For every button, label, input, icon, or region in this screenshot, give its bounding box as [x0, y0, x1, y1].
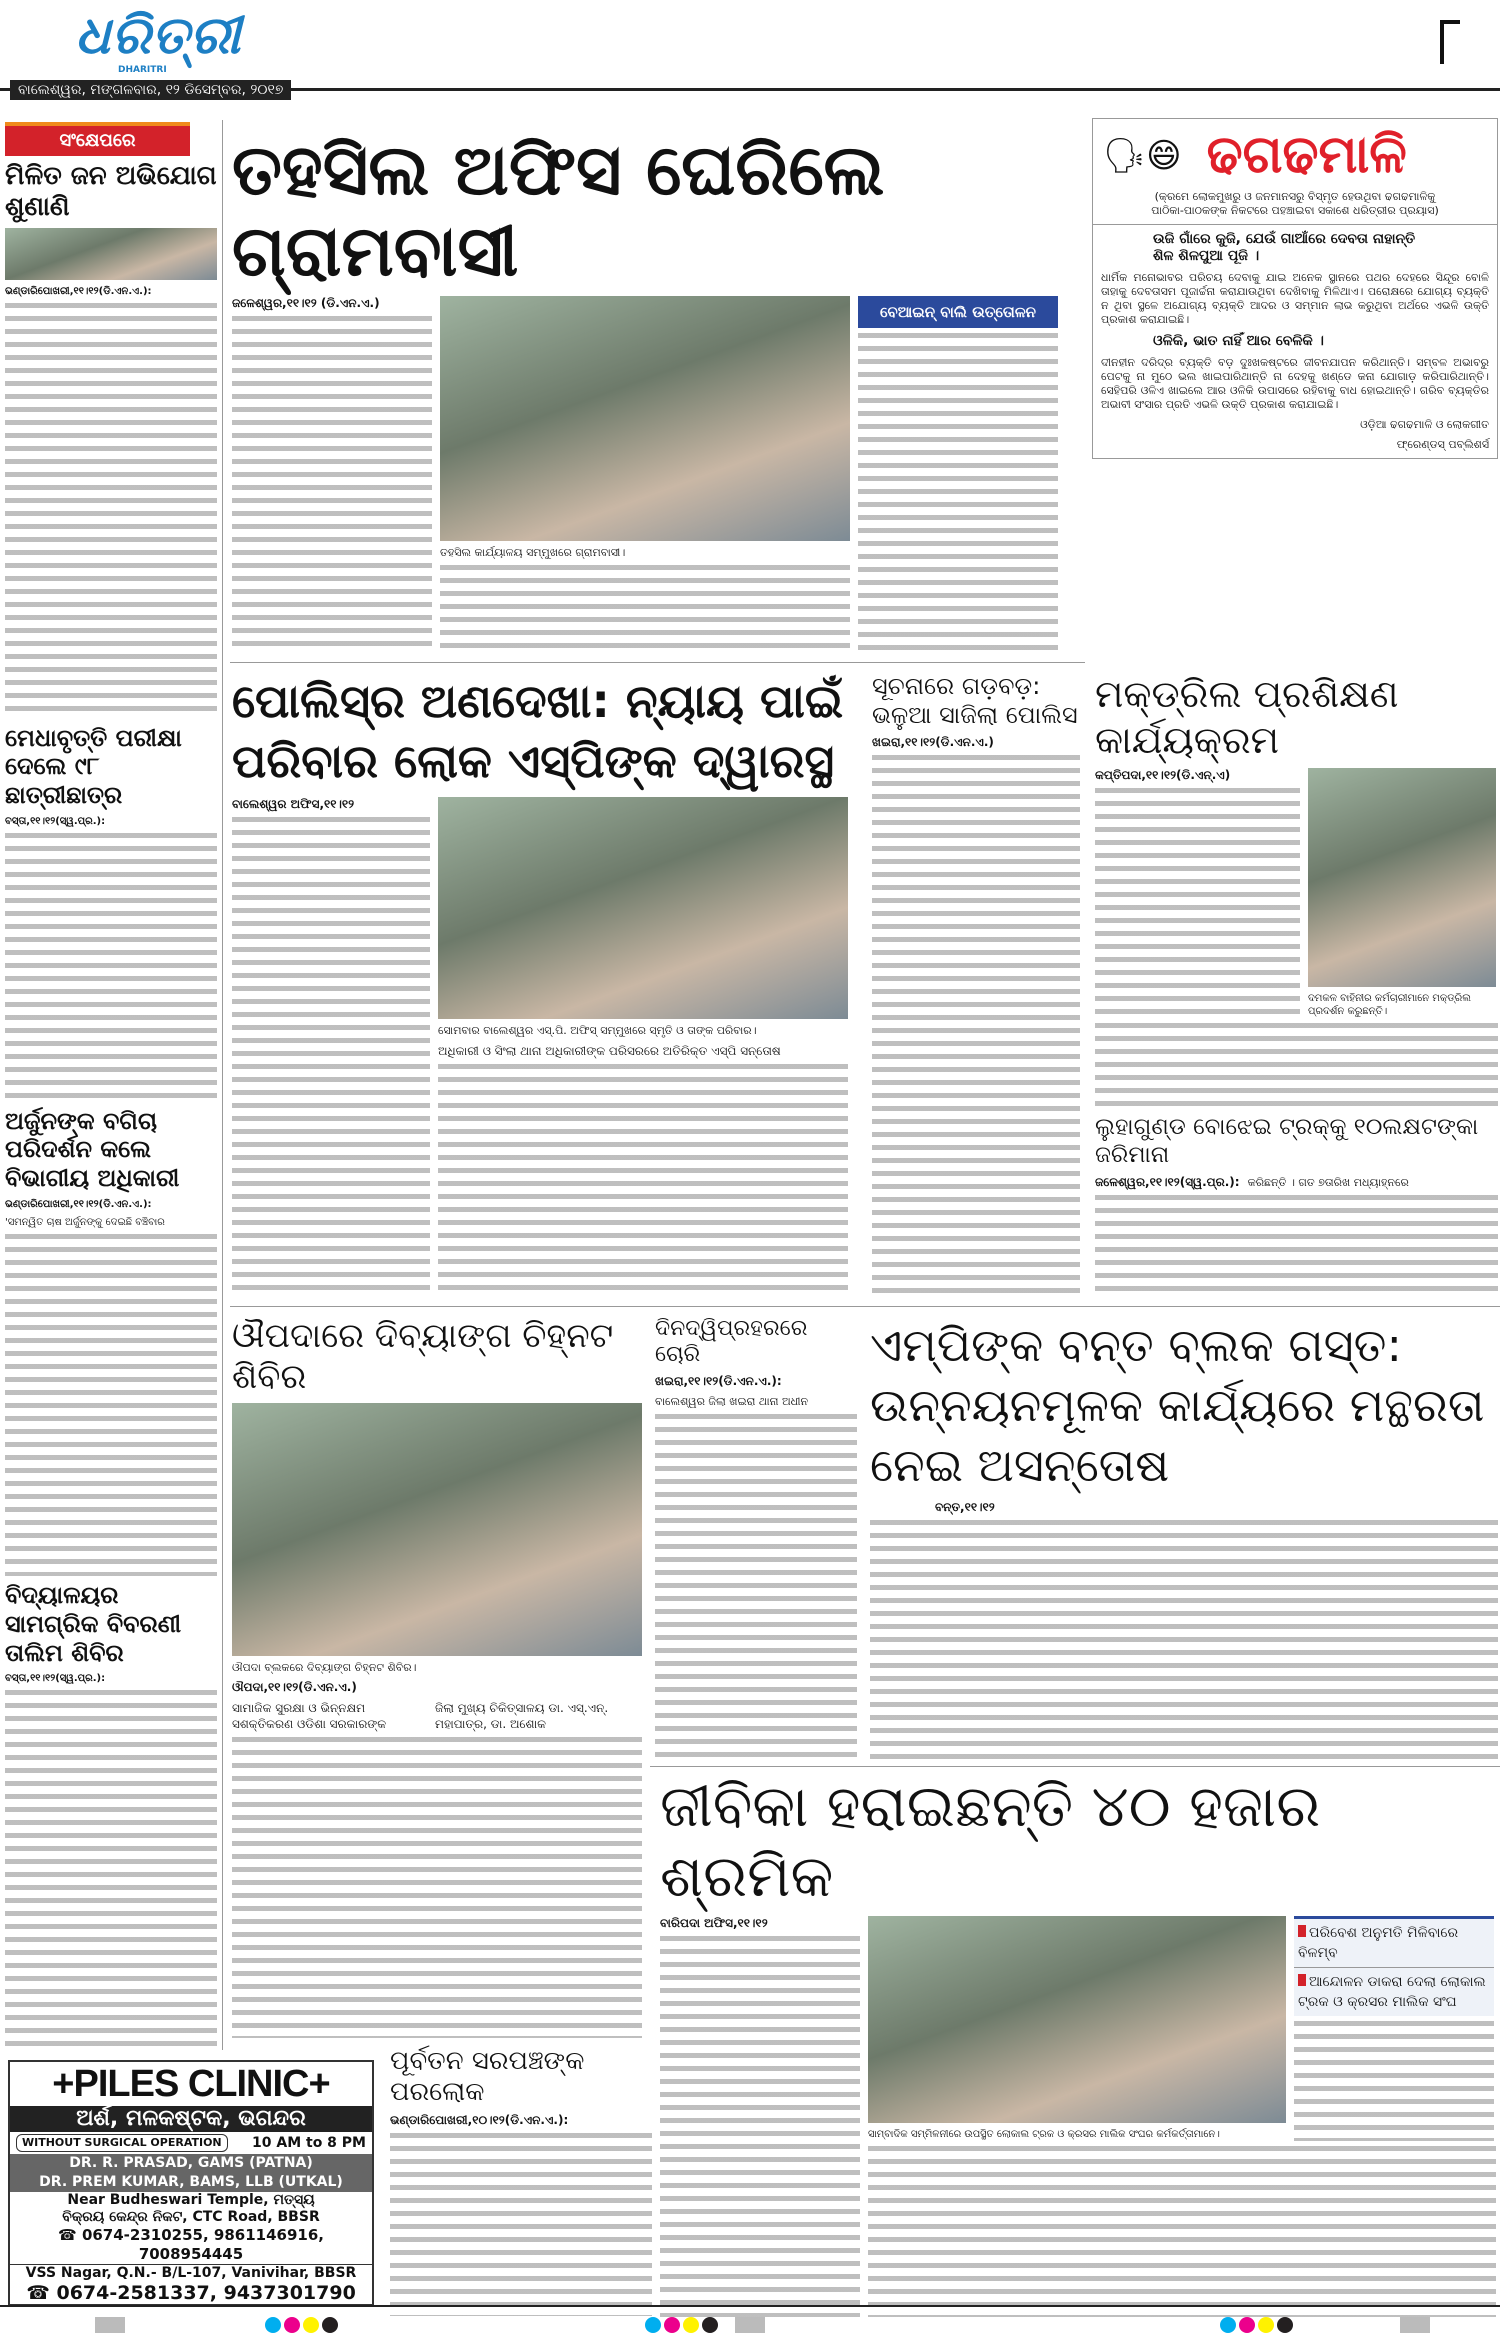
mpvisit-dateline: ବନ୍ତ,୧୧।୧୨: [935, 1500, 995, 1515]
bhaluaa-body: [872, 755, 1080, 1298]
brief-body-4: [5, 1690, 217, 2047]
corner-mark: [1440, 20, 1460, 64]
camp-body: [232, 1737, 642, 2038]
brief-headline-3: ଅର୍ଜୁନଙ୍କ ବଗିଚା ପରିଦର୍ଶନ କଲେ ବିଭାଗୀୟ ଅଧିକାରୀ: [5, 1106, 180, 1193]
box-divider: [1093, 224, 1497, 225]
police-caption: ସୋମବାର ବାଲେଶ୍ୱର ଏସ୍.ପି. ଅଫିସ୍ ସମ୍ମୁଖରେ ସ୍ମୃତି ଓ ତାଙ୍କ ପରିବାର।: [438, 1023, 757, 1037]
dhagadhamali-source-1: ଓଡ଼ିଆ ଢଗଢମାଳି ଓ ଲୋକଗୀତ: [1360, 417, 1489, 431]
mpvisit-story: [870, 1316, 1498, 1760]
bhaluaa-dateline: ଖଇରା,୧୧।୧୨(ଡି.ଏନ.ଏ.): [872, 734, 994, 749]
police-dateline: ବାଲେଶ୍ୱର ଅଫିସ,୧୧।୧୨: [232, 796, 355, 811]
ad-phone-1: ☎ 0674-2310255, 9861146916, 7008954445: [10, 2226, 372, 2265]
ad-address-1a: Near Budheswari Temple, ମତ୍ସ୍ୟ: [67, 2192, 315, 2208]
lead-col-1: [232, 296, 432, 652]
ad-title: PILES CLINIC: [73, 2063, 309, 2105]
dhagadhamali-text-2: ଦୀନହୀନ ଦରିଦ୍ର ବ୍ୟକ୍ତି ବଡ଼ ଦୁଃଖକଷ୍ଟରେ ଜୀବନଯାପନ କରିଥାନ୍ତି। ସମ୍ବଳ ଅଭାବରୁ ପେଟକୁ ନା ମୁଠେ ଭଲ ଖାଇପାରିଥାନ୍ତି ନା ଦେହକୁ ଖଣ୍ଡେ କନା ଯୋଗାଡ଼ କରିପାରିଥାନ୍ତି। ସେହିପରି ଓଳିଏ ଖାଇଲେ ଆର ଓଳିକି ଉପାସରେ ରହିବାକୁ ବାଧ ହୋଇଥାନ୍ତି। ଗରିବ ବ୍ୟକ୍ତିର ଅଭାବୀ ସଂସାର ପ୍ରତି ଏଭଳି ଉକ୍ତି ପ୍ରକାଶ କରାଯାଇଛି।: [1101, 355, 1489, 411]
lead-col-3: [858, 296, 1058, 652]
camp-lead-2: ଜିଲା ମୁଖ୍ୟ ଚିକିତ୍ସାଳୟ ଡା. ଏସ୍.ଏନ୍. ମହାପାତ୍ର, ଡା. ଅଶୋକ: [435, 1700, 609, 1731]
lead-col-2: [440, 296, 850, 652]
brief-headline-1: ମିଳିତ ଜନ ଅଭିଯୋଗ ଶୁଣାଣି: [5, 161, 217, 223]
obituary-headline: ପୂର୍ବତନ ସରପଞ୍ଚଙ୍କ ପରଲୋକ: [390, 2046, 585, 2108]
brief-dateline-4: ବସ୍ତା,୧୧।୧୨(ସ୍ୱ.ପ୍ର.):: [5, 1673, 106, 1685]
cartoon-faces-icon: 🗣😄: [1103, 135, 1182, 176]
ad-no-surgery: WITHOUT SURGICAL OPERATION: [16, 2134, 228, 2152]
theft-body: [655, 1414, 857, 1760]
right-stories: [1095, 672, 1498, 1298]
lead-caption: ତହସିଲ କାର୍ଯ୍ୟାଳୟ ସମ୍ମୁଖରେ ଗ୍ରାମବାସୀ।: [440, 546, 626, 559]
obituary-dateline: ଭଣ୍ଡାରିପୋଖରୀ,୧୦।୧୨(ଡି.ଏନ.ଏ.):: [390, 2113, 569, 2128]
brief-headline-2: ମେଧାବୃତ୍ତି ପରୀକ୍ଷା ଦେଲେ ୯୮ ଛାତ୍ରୀଛାତ୍ର: [5, 723, 182, 810]
dhagadhamali-header: [1093, 119, 1497, 184]
workers-side-col: [1294, 1916, 1494, 2141]
ad-address-1b: ବିକ୍ରୟ କେନ୍ଦ୍ର ନିକଟ, CTC Road, BBSR: [62, 2209, 320, 2225]
mockdrill-body-col2: [1095, 1023, 1498, 1109]
truck-dateline-row: [1095, 1175, 1498, 1190]
workers-highlights-box: [1294, 1916, 1494, 2016]
ad-phone-2: ☎ 0674-2581337, 9437301790: [26, 2282, 356, 2304]
camp-photo: [232, 1403, 642, 1656]
plus-icon: +: [308, 2063, 330, 2105]
section-rule: [230, 1306, 1500, 1307]
brief-photo-1: [5, 228, 217, 280]
obituary-story: [390, 2046, 652, 2316]
workers-col-2: [868, 1916, 1496, 2317]
theft-story: [655, 1316, 857, 1760]
dhagadhamali-verse-2: ଓଳିକି, ଭାତ ନାହିଁ ଆର ବେଳିକି ।: [1153, 332, 1324, 349]
brief-body-3: [5, 1234, 217, 1576]
highlight-text: ଆନ୍ଦୋଳନ ଡାକରା ଦେଲା ଲୋକାଲ ଟ୍ରକ ଓ କ୍ରସର ମାଲିକ ସଂଘ: [1298, 1974, 1486, 2011]
workers-caption: ସାମ୍ବାଦିକ ସମ୍ମିଳନୀରେ ଉପସ୍ଥିତ ଲୋକାଲ ଟ୍ରକ ଓ କ୍ରସର ମାଲିକ ସଂଘର କର୍ମକର୍ତ୍ତାମାନେ।: [868, 2129, 1220, 2141]
mockdrill-photo: [1308, 768, 1496, 987]
mockdrill-body-col1: [1095, 788, 1300, 1018]
brief-body-2: [5, 833, 217, 1102]
police-lead: ଅଧିକାରୀ ଓ ସିଂଲା ଥାନା ଅଧିକାରୀଙ୍କ ପରିସରରେ ଅତିରିକ୍ତ ଏସ୍‌ପି ସନ୍ତୋଷ: [438, 1043, 781, 1058]
ad-title-row: [10, 2062, 372, 2106]
lead-dateline: ଜଳେଶ୍ୱର,୧୧।୧୨ (ଡି.ଏନ.ଏ.): [232, 296, 380, 310]
lead-columns: [232, 296, 1082, 652]
camp-dateline: ଔପଦା,୧୧।୧୨(ଡି.ଏନ.ଏ.): [232, 1679, 357, 1694]
registration-gray: [1400, 2317, 1430, 2333]
police-headline: ପୋଲିସ୍‌ର ଅଣଦେଖା: ନ୍ୟାୟ ପାଇଁ ପରିବାର ଲୋକ ଏସ୍‌ପିଙ୍କ ଦ୍ୱାରସ୍ଥ: [232, 674, 844, 788]
bullet-icon: [1298, 1974, 1306, 1986]
brief-dateline-1: ଭଣ୍ଡାରିପୋଖରୀ,୧୧।୧୨(ଡି.ଏନ.ଏ.):: [5, 286, 152, 298]
police-col-2: [438, 797, 848, 1298]
newspaper-logo: ଧରିତ୍ରୀ: [75, 6, 242, 66]
brief-dateline-3: ଭଣ୍ଡାରିପୋଖରୀ,୧୧।୧୨(ଡି.ଏନ.ଏ.):: [5, 1199, 152, 1211]
camp-headline: ଔପଦାରେ ଦିବ୍ୟାଙ୍ଗ ଚିହ୍ନଟ ଶିବିର: [232, 1316, 614, 1397]
piles-clinic-ad: [8, 2060, 374, 2306]
workers-photo-row: [868, 1916, 1496, 2141]
ad-hours: 10 AM to 8 PM: [252, 2135, 366, 2151]
mockdrill-col-2: [1308, 768, 1496, 1018]
highlight-item: [1294, 1968, 1494, 2016]
camp-leads: [232, 1700, 642, 1732]
plus-icon: +: [52, 2063, 74, 2105]
ad-subtitle: ଅର୍ଶ, ମଳକଷ୍ଟକ, ଭଗନ୍ଦର: [10, 2106, 372, 2132]
police-col-1: [232, 797, 430, 1298]
lead-body-col2: [440, 565, 850, 652]
workers-columns: [660, 1916, 1498, 2317]
workers-headline: ଜୀବିକା ହରାଇଛନ୍ତି ୪୦ ହଜାର ଶ୍ରମିକ: [660, 1772, 1321, 1910]
dhagadhamali-text-1: ଧାର୍ମିକ ମନୋଭାବର ପରିଚୟ ଦେବାକୁ ଯାଇ ଅନେକ ସ୍ଥାନରେ ପଥର ଦେହରେ ସିନ୍ଦୂର ବୋଳି ତାହାକୁ ଦେବତାସମ ପୂଜାର୍ଚ୍ଚନା କରାଯାଉଥିବା ଦେଖିବାକୁ ମିଳିଥାଏ। ପରୋକ୍ଷରେ ଯୋଗ୍ୟ ବ୍ୟକ୍ତି ନ ଥିବା ସ୍ଥଳେ ଅଯୋଗ୍ୟ ବ୍ୟକ୍ତି ଆଦର ଓ ସମ୍ମାନ ଲାଭ କରୁଥିବା ଅର୍ଥରେ ଏଭଳି ଉକ୍ତି ପ୍ରକାଶ କରାଯାଇଛି।: [1101, 270, 1489, 326]
registration-gray: [95, 2317, 125, 2333]
brief-lead-3: 'ସମନ୍ୱିତ ଚାଷ ଅର୍ଜୁନଙ୍କୁ ଦେଇଛି ବଞ୍ଚିବାର: [5, 1217, 165, 1229]
camp-story: [232, 1316, 642, 2038]
ad-doctor-2: DR. PREM KUMAR, BAMS, LLB (UTKAL): [39, 2174, 343, 2190]
mockdrill-headline: ମକ୍‌ଡ୍ରିଲ ପ୍ରଶିକ୍ଷଣ କାର୍ଯ୍ୟକ୍ରମ: [1095, 672, 1399, 762]
brief-headline-4: ବିଦ୍ୟାଳୟର ସାମଗ୍ରିକ ବିବରଣୀ ତାଲିମ ଶିବିର: [5, 1581, 182, 1667]
camp-caption: ଔପଦା ବ୍ଲକରେ ଦିବ୍ୟାଙ୍ଗ ଚିହ୍ନଟ ଶିବିର।: [232, 1660, 417, 1674]
police-photo: [438, 797, 848, 1019]
lead-headline: ତହସିଲ ଅଫିସ ଘେରିଲେ ଗ୍ରାମବାସୀ: [232, 129, 885, 292]
workers-col-1: [660, 1916, 860, 2317]
mockdrill-caption: ଦମକଳ ବାହିନୀର କର୍ମଚାରୀମାନେ ମକ୍‌ଡ୍ରିଲ ପ୍ରଦର୍ଶନ କରୁଛନ୍ତି।: [1308, 993, 1471, 1018]
theft-dateline: ଖଇରା,୧୧।୧୨(ଡି.ଏନ.ଏ.):: [655, 1373, 782, 1388]
workers-photo-col: [868, 1916, 1286, 2141]
registration-dots: [1220, 2317, 1293, 2333]
camp-lead: ସାମାଜିକ ସୁରକ୍ଷା ଓ ଭିନ୍ନକ୍ଷମ ସଶକ୍ତିକରଣ ଓଡିଶା ସରକାରଙ୍କ: [232, 1700, 387, 1731]
lead-tag: ବେଆଇନ୍ ବାଲି ଉତ୍ତୋଳନ: [858, 296, 1058, 328]
police-story: [232, 672, 857, 1298]
mpvisit-headline: ଏମ୍‌ପିଙ୍କ ବନ୍ତ ବ୍ଲକ ଗସ୍ତ: ଉନ୍ନୟନମୂଳକ କାର୍ଯ୍ୟରେ ମନ୍ଥରତା ନେଇ ଅସନ୍ତୋଷ: [870, 1318, 1485, 1492]
brief-dateline-2: ବସ୍ତା,୧୧।୧୨(ସ୍ୱ.ପ୍ର.):: [5, 815, 106, 827]
bhaluaa-headline: ସୂଚନାରେ ଗଡ଼ବଡ଼: ଭଳୁଆ ସାଜିଲା ପୋଲିସ: [872, 672, 1078, 729]
truck-dateline: ଜଳେଶ୍ୱର,୧୧।୧୨(ସ୍ୱ.ପ୍ର.):: [1095, 1174, 1240, 1189]
theft-lead: ବାଲେଶ୍ୱର ଜିଲା ଖଇରା ଥାନା ଅଧୀନ: [655, 1394, 809, 1408]
workers-body-col2: [868, 2146, 1496, 2317]
mockdrill-columns: [1095, 768, 1498, 1018]
dhagadhamali-intro: (କ୍ରମେ ଲୋକମୁଖରୁ ଓ ଜନମାନସରୁ ବିସ୍ମୃତ ହେଉଥିବା ଢଗଢମାଳିକୁ ପାଠିକା-ପାଠକଙ୍କ ନିକଟରେ ପହଞ୍ଚାଇବା ସକାଶେ ଧରିତ୍ରୀର ପ୍ରୟାସ): [1151, 190, 1439, 218]
lead-body-col3: [858, 333, 1058, 652]
registration-dots: [265, 2317, 338, 2333]
workers-story: [660, 1772, 1498, 2317]
workers-photo: [868, 1916, 1286, 2123]
mockdrill-dateline: କପ୍ତିପଦା,୧୧।୧୨(ଡି.ଏନ୍.ଏ): [1095, 768, 1231, 783]
highlight-text: ପରିବେଶ ଅନୁମତି ମିଳିବାରେ ବିଳମ୍ବ: [1298, 1925, 1459, 1962]
lead-story: [232, 130, 1082, 652]
dhagadhamali-box: [1092, 118, 1498, 459]
mockdrill-col-1: [1095, 768, 1300, 1018]
brief-body-1: [5, 303, 217, 718]
registration-gray: [735, 2317, 765, 2333]
lead-body-col1: [232, 316, 432, 652]
dhagadhamali-source-2: ଫ୍ରେଣ୍ଡସ୍ ପବ୍ଲିଶର୍ସ: [1396, 437, 1489, 451]
bullet-icon: [1298, 1925, 1306, 1937]
lead-photo: [440, 296, 850, 541]
mpvisit-body: [870, 1520, 1498, 1760]
section-rule: [230, 662, 1085, 663]
workers-body-col3: [1294, 2021, 1494, 2141]
bottom-rule: [0, 2305, 1500, 2307]
truck-headline: ଲୁହାଗୁଣ୍ଡ ବୋଝେଇ ଟ୍ରକ୍‌କୁ ୧୦ଲକ୍ଷଟଙ୍କା ଜରିମାନା: [1095, 1114, 1479, 1168]
column-divider: [222, 120, 223, 2050]
police-body-col2: [438, 1064, 848, 1298]
theft-headline: ଦିନଦ୍ୱିପ୍ରହରରେ ଚୋରି: [655, 1316, 808, 1368]
dhagadhamali-title: ଢଗଢମାଳି: [1206, 125, 1407, 185]
ad-doctor-1: DR. R. PRASAD, GAMS (PATNA): [69, 2155, 313, 2171]
truck-lead: କରିଛନ୍ତି । ଗତ ୭ତାରିଖ ମଧ୍ୟାହ୍ନରେ: [1247, 1175, 1409, 1189]
section-rule: [650, 1766, 1500, 1767]
police-columns: [232, 797, 857, 1298]
obituary-body: [390, 2133, 652, 2316]
workers-body-col1: [660, 1936, 860, 2317]
section-tag-brief: ସଂକ୍ଷେପରେ: [5, 122, 190, 156]
ad-address-2: VSS Nagar, Q.N.- B/L-107, Vanivihar, BBSR: [25, 2265, 357, 2281]
edition-date: ବାଲେଶ୍ୱର, ମଙ୍ଗଳବାର, ୧୨ ଡିସେମ୍ବର, ୨୦୧୭: [10, 80, 291, 100]
bhaluaa-story: [872, 672, 1080, 1298]
brief-column: [5, 122, 217, 2047]
workers-dateline: ବାରିପଦା ଅଫିସ,୧୧।୧୨: [660, 1916, 768, 1931]
truck-body: [1095, 1195, 1498, 1298]
highlight-item: [1294, 1919, 1494, 1968]
registration-dots: [645, 2317, 718, 2333]
newspaper-logo-english: DHARITRI: [118, 65, 167, 75]
dhagadhamali-verse-1: ଉଜି ଗାଁରେ କୁଜି, ଯେଉଁ ଗାଆଁରେ ଦେବତା ନାହାନ୍ତି ଶିଳ ଶିଳପୁଆ ପୂଜି ।: [1153, 231, 1416, 264]
police-body-col1: [232, 817, 430, 1298]
